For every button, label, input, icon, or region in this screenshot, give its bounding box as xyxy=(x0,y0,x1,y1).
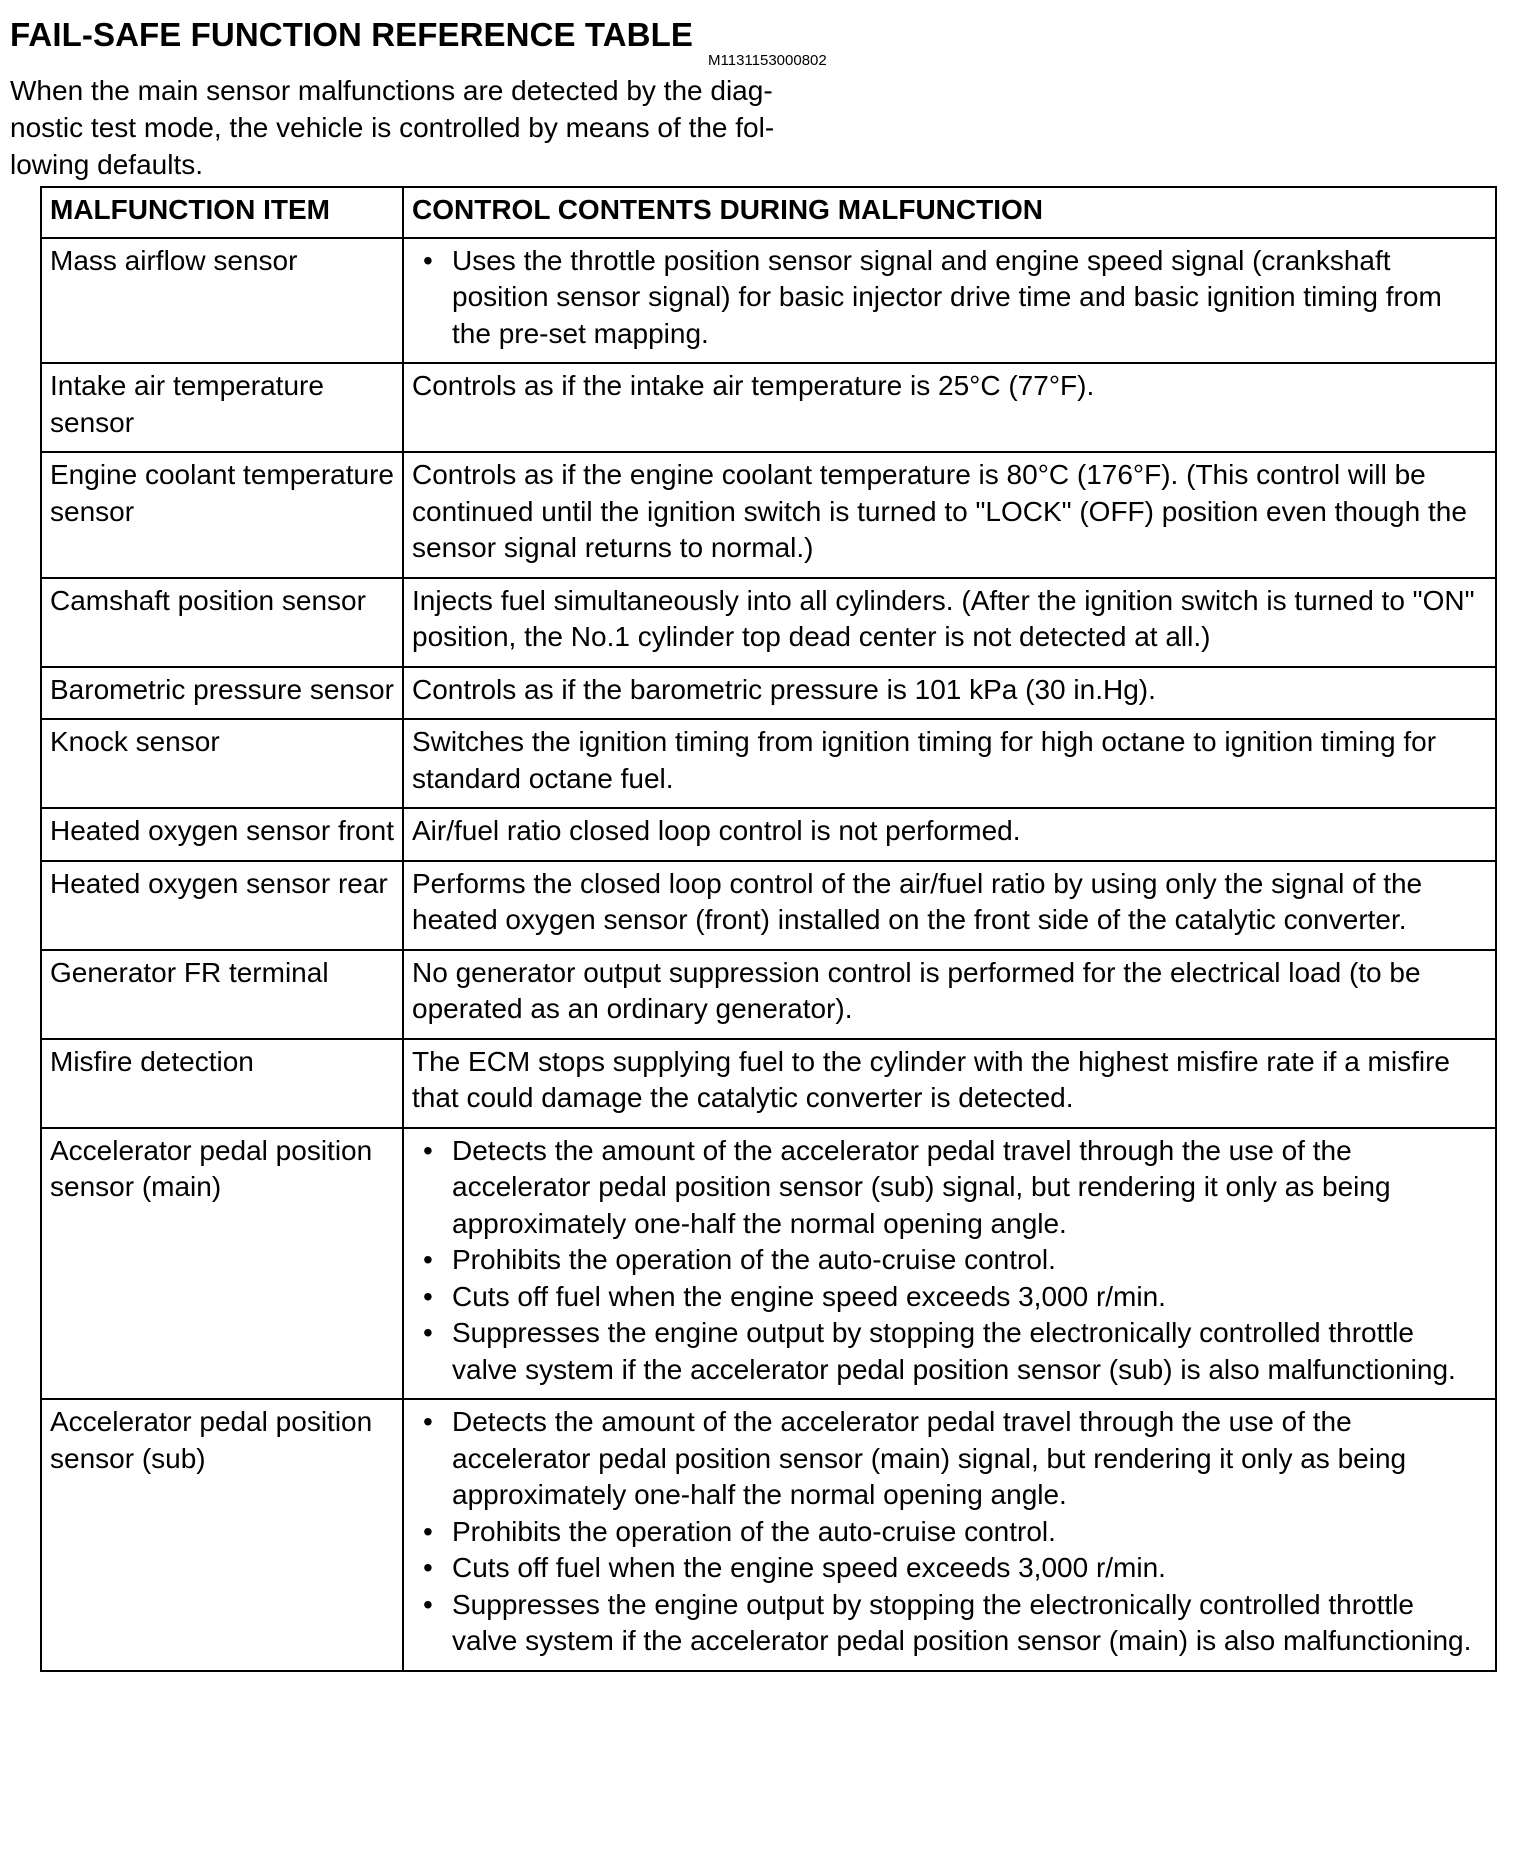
control-bullet-item xyxy=(412,1587,1487,1660)
bullet-icon: • xyxy=(423,1280,433,1312)
control-contents-cell: The ECM stops supplying fuel to the cylinder with the highest misfire rate if a misfire that could damage the catalytic converter is detected. xyxy=(403,1039,1496,1128)
table-row xyxy=(41,719,1496,808)
control-bullet-item xyxy=(412,1514,1487,1551)
control-contents-cell: Injects fuel simultaneously into all cylinders. (After the ignition switch is turned to "ON" position, the No.1 cylinder top dead center is not detected at all.) xyxy=(403,578,1496,667)
control-contents-cell xyxy=(403,1128,1496,1400)
document-code: M1131153000802 xyxy=(708,52,827,69)
control-bullet-list xyxy=(412,1404,1487,1660)
bullet-icon: • xyxy=(423,244,433,276)
malfunction-item-cell: Knock sensor xyxy=(41,719,403,808)
malfunction-item-cell: Accelerator pedal position sensor (sub) xyxy=(41,1399,403,1671)
table-row xyxy=(41,808,1496,861)
malfunction-item-cell: Heated oxygen sensor rear xyxy=(41,861,403,950)
intro-line: lowing defaults. xyxy=(10,149,204,180)
bullet-icon: • xyxy=(423,1406,433,1437)
control-bullet-item xyxy=(412,1550,1487,1587)
table-row xyxy=(41,238,1496,364)
control-bullet-text: Prohibits the operation of the auto-cruise control. xyxy=(452,1515,1056,1547)
control-bullet-item xyxy=(412,243,1487,353)
control-bullet-text: Detects the amount of the accelerator pedal travel through the use of the accelerator pedal position sensor (main) signal, but rendering it only as being approximately one-half the normal opening angle. xyxy=(452,1406,1407,1510)
table-row xyxy=(41,1039,1496,1128)
control-contents-cell: Switches the ignition timing from ignition timing for high octane to ignition timing for standard octane fuel. xyxy=(403,719,1496,808)
control-contents-cell xyxy=(403,238,1496,364)
control-bullet-text: Cuts off fuel when the engine speed exceeds 3,000 r/min. xyxy=(452,1552,1166,1583)
malfunction-item-cell: Generator FR terminal xyxy=(41,950,403,1039)
table-row xyxy=(41,861,1496,950)
control-bullet-text: Uses the throttle position sensor signal and engine speed signal (crankshaft position sensor signal) for basic injector drive time and basic ignition timing from the pre-set mapping. xyxy=(452,244,1442,349)
control-bullet-item xyxy=(412,1133,1487,1243)
control-bullet-text: Prohibits the operation of the auto-cruise control. xyxy=(452,1244,1056,1275)
control-contents-cell xyxy=(403,1399,1496,1671)
intro-line: When the main sensor malfunctions are detected by the diag- xyxy=(10,75,773,106)
table-row xyxy=(41,1399,1496,1671)
control-contents-cell: Controls as if the intake air temperature is 25°C (77°F). xyxy=(403,363,1496,452)
header-control-contents: CONTROL CONTENTS DURING MALFUNCTION xyxy=(403,187,1496,238)
control-bullet-text: Suppresses the engine output by stopping the electronically controlled throttle valve system if the accelerator pedal position sensor (main) is also malfunctioning. xyxy=(452,1588,1472,1656)
intro-line: nostic test mode, the vehicle is controlled by means of the fol- xyxy=(10,112,775,143)
control-bullet-text: Suppresses the engine output by stopping the electronically controlled throttle valve system if the accelerator pedal position sensor (sub) is also malfunctioning. xyxy=(452,1317,1456,1385)
bullet-icon: • xyxy=(423,1134,433,1166)
fail-safe-table xyxy=(40,186,1497,1672)
control-bullet-list xyxy=(412,243,1487,353)
control-contents-cell: No generator output suppression control is performed for the electrical load (to be operated as an ordinary generator). xyxy=(403,950,1496,1039)
intro-paragraph xyxy=(10,72,880,183)
table-row xyxy=(41,950,1496,1039)
malfunction-item-cell: Misfire detection xyxy=(41,1039,403,1128)
table-row xyxy=(41,667,1496,720)
bullet-icon: • xyxy=(423,1588,433,1620)
control-contents-cell: Controls as if the engine coolant temperature is 80°C (176°F). (This control will be continued until the ignition switch is turned to "LOCK" (OFF) position even though the sensor signal returns to normal.) xyxy=(403,452,1496,578)
control-bullet-list xyxy=(412,1133,1487,1389)
bullet-icon: • xyxy=(423,1244,433,1275)
control-bullet-item xyxy=(412,1315,1487,1388)
bullet-icon: • xyxy=(423,1515,433,1547)
control-bullet-item xyxy=(412,1404,1487,1514)
malfunction-item-cell: Mass airflow sensor xyxy=(41,238,403,364)
table-body xyxy=(41,238,1496,1671)
malfunction-item-cell: Accelerator pedal position sensor (main) xyxy=(41,1128,403,1400)
bullet-icon: • xyxy=(423,1317,433,1348)
control-contents-cell: Controls as if the barometric pressure is 101 kPa (30 in.Hg). xyxy=(403,667,1496,720)
page-title: FAIL-SAFE FUNCTION REFERENCE TABLE xyxy=(10,16,693,53)
table-row xyxy=(41,578,1496,667)
malfunction-item-cell: Barometric pressure sensor xyxy=(41,667,403,720)
malfunction-item-cell: Camshaft position sensor xyxy=(41,578,403,667)
malfunction-item-cell: Intake air temperature sensor xyxy=(41,363,403,452)
bullet-icon: • xyxy=(423,1552,433,1583)
header-malfunction-item: MALFUNCTION ITEM xyxy=(41,187,403,238)
table-row xyxy=(41,1128,1496,1400)
table-row xyxy=(41,452,1496,578)
control-contents-cell: Performs the closed loop control of the air/fuel ratio by using only the signal of the heated oxygen sensor (front) installed on the front side of the catalytic converter. xyxy=(403,861,1496,950)
control-bullet-text: Cuts off fuel when the engine speed exceeds 3,000 r/min. xyxy=(452,1280,1166,1312)
table-header-row xyxy=(41,187,1496,238)
malfunction-item-cell: Heated oxygen sensor front xyxy=(41,808,403,861)
control-contents-cell: Air/fuel ratio closed loop control is not performed. xyxy=(403,808,1496,861)
control-bullet-item xyxy=(412,1279,1487,1316)
malfunction-item-cell: Engine coolant temperature sensor xyxy=(41,452,403,578)
control-bullet-text: Detects the amount of the accelerator pedal travel through the use of the accelerator pedal position sensor (sub) signal, but rendering it only as being approximately one-half the normal opening angle. xyxy=(452,1134,1391,1239)
table-row xyxy=(41,363,1496,452)
control-bullet-item xyxy=(412,1242,1487,1279)
